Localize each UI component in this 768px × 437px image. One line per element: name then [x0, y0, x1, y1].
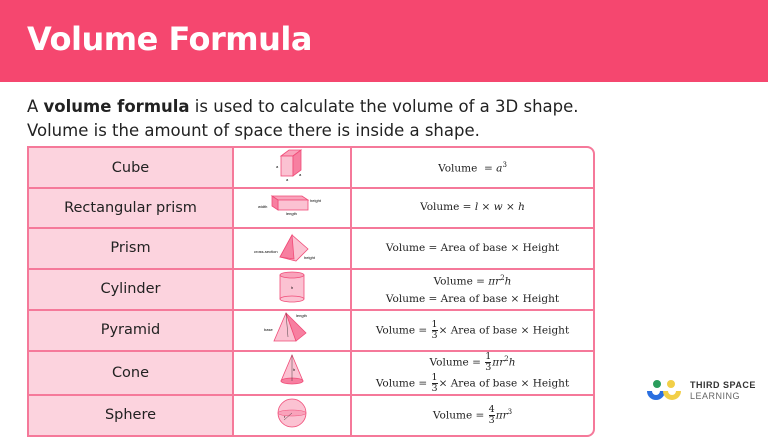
intro-text	[27, 95, 579, 143]
svg-text:base: base	[264, 326, 273, 332]
formula-volume: Volume	[420, 201, 460, 214]
formula-volume: Volume	[375, 377, 416, 389]
shape-name: Prism	[29, 229, 234, 270]
table-row	[29, 270, 593, 311]
formula-rest: × Area of base × Height	[438, 324, 570, 336]
formula-cell: Volume = $\frac{4}{3}$ $\pi r^3$	[432, 403, 513, 426]
svg-text:a: a	[286, 177, 289, 182]
formula-volume: Volume	[429, 356, 469, 368]
svg-text:r: r	[284, 413, 286, 419]
intro-text-post: is used to calculate the volume of a 3D shape.	[189, 97, 579, 116]
table-row	[29, 189, 593, 229]
numerator: 1	[431, 318, 438, 330]
numerator: 4	[488, 403, 495, 415]
sphere-diagram	[234, 396, 352, 436]
svg-text:length: length	[296, 312, 307, 318]
numerator: 1	[431, 371, 438, 383]
logo-line1: THIRD SPACE	[690, 380, 756, 390]
shape-name: Cube	[29, 148, 234, 189]
volume-formula-table	[27, 146, 595, 437]
formula-cell: Volume = $\frac{1}{3}$ $\pi r^2h$ Volume = $\frac{1}{3}$ × Area of base × Height	[352, 352, 593, 396]
denominator: 3	[431, 329, 438, 341]
formula-equals: =	[484, 162, 493, 175]
fraction	[489, 405, 495, 426]
svg-text:h: h	[291, 284, 294, 290]
third-space-learning-logo	[646, 378, 756, 404]
cube-label-a: a	[276, 164, 279, 169]
cube-diagram	[234, 148, 352, 189]
formula-cell: Volume = l × w × h	[352, 189, 593, 229]
formula-cell: Volume = $a^3$	[352, 148, 593, 189]
page-title: Volume Formula	[27, 20, 312, 58]
table-row	[29, 229, 593, 270]
formula-volume: Volume	[433, 275, 473, 288]
shape-name: Rectangular prism	[29, 189, 234, 229]
numerator: 1	[485, 350, 492, 362]
rectangular-prism-diagram	[234, 189, 352, 229]
svg-text:cross-section: cross-section	[254, 248, 278, 254]
formula-cell: Volume = $\frac{1}{3}$ × Area of base × Height	[352, 311, 593, 352]
fraction	[432, 320, 438, 341]
svg-text:height: height	[304, 254, 315, 260]
table-row	[29, 352, 593, 396]
svg-text:h: h	[293, 367, 296, 372]
formula-volume: Volume	[438, 162, 478, 175]
svg-text:a: a	[299, 172, 302, 177]
svg-text:width: width	[258, 204, 268, 210]
svg-text:length: length	[286, 211, 297, 217]
fraction	[485, 352, 491, 373]
formula-cell: Volume = $\pi r^2h$ Volume = Area of base × Height	[352, 270, 593, 311]
shape-name: Pyramid	[29, 311, 234, 352]
svg-text:height: height	[310, 198, 321, 204]
cylinder-diagram	[234, 270, 352, 311]
prism-diagram	[234, 229, 352, 270]
table-row	[29, 148, 593, 189]
header-banner	[0, 0, 768, 82]
intro-text-pre: A	[27, 97, 44, 116]
denominator: 3	[488, 414, 495, 426]
shape-name: Cylinder	[29, 270, 234, 311]
formula-volume: Volume	[432, 409, 473, 422]
denominator: 3	[431, 382, 438, 394]
table-row	[29, 311, 593, 352]
fraction	[432, 373, 438, 394]
shape-name: Cone	[29, 352, 234, 396]
shape-name: Sphere	[29, 396, 234, 436]
logo-line2: LEARNING	[690, 391, 741, 401]
pyramid-diagram	[234, 311, 352, 352]
table-row	[29, 396, 593, 436]
intro-line2: Volume is the amount of space there is inside a shape.	[27, 121, 480, 140]
logo-icon	[646, 378, 682, 404]
formula-alt: Volume = Area of base × Height	[385, 293, 560, 306]
intro-bold: volume formula	[43, 97, 190, 116]
cone-diagram	[234, 352, 352, 396]
denominator: 3	[485, 361, 492, 373]
formula-rest: × Area of base × Height	[438, 377, 570, 389]
formula-cell: Volume = Area of base × Height	[352, 229, 593, 270]
formula-volume: Volume	[375, 324, 416, 336]
